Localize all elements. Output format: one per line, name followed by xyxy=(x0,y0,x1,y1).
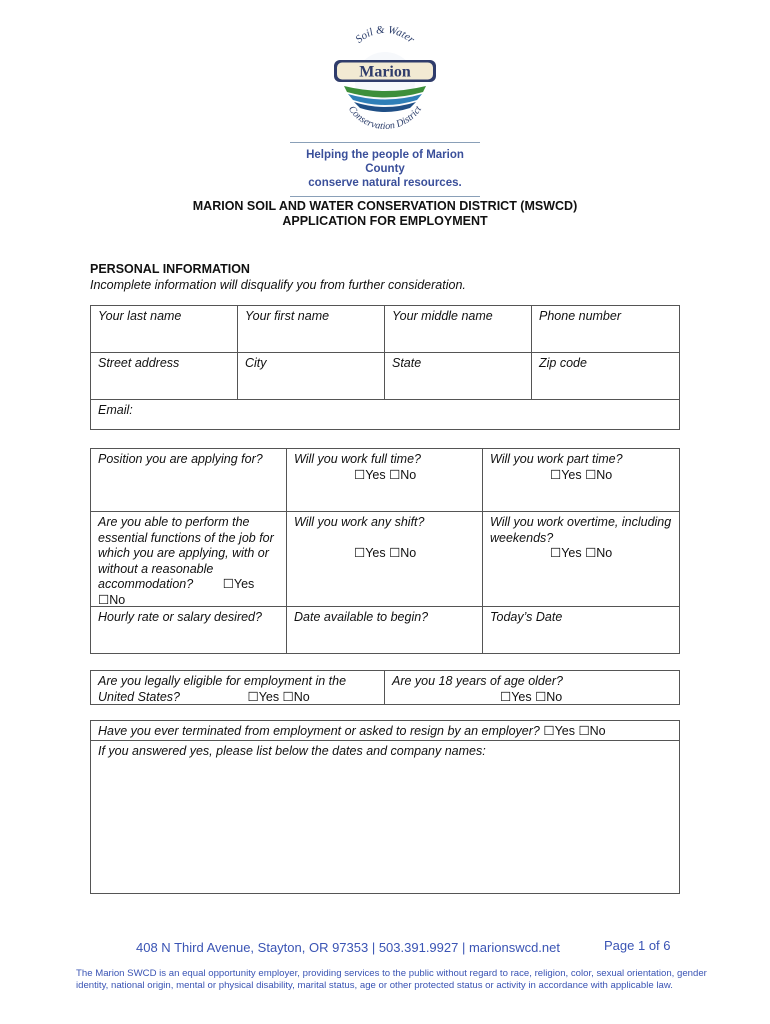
overtime-field[interactable] xyxy=(482,511,680,607)
tagline-line-1: Helping the people of Marion County xyxy=(306,149,464,175)
email-label: Email: xyxy=(98,403,133,417)
overtime-label: Will you work overtime, including weekends? xyxy=(490,515,672,545)
tagline xyxy=(290,142,480,197)
overtime-yes-no[interactable]: ☐Yes ☐No xyxy=(550,546,613,560)
any-shift-field[interactable] xyxy=(286,511,483,607)
city-label: City xyxy=(245,356,267,370)
city-field[interactable] xyxy=(237,352,385,400)
perform-functions-field[interactable] xyxy=(90,511,287,607)
last-name-field[interactable] xyxy=(90,305,238,353)
perform-functions-yes-no[interactable]: ☐Yes ☐No xyxy=(98,577,255,607)
part-time-field[interactable] xyxy=(482,448,680,512)
section-note: Incomplete information will disqualify you from further consideration. xyxy=(90,278,466,292)
footer-address: 408 N Third Avenue, Stayton, OR 97353 | 503.391.9927 | marionswcd.net xyxy=(136,940,560,955)
terminated-label: Have you ever terminated from employment or asked to resign by an employer? xyxy=(98,724,540,738)
terminated-yes-no[interactable]: ☐Yes ☐No xyxy=(543,724,606,738)
position-field[interactable] xyxy=(90,448,287,512)
logo-name: Marion xyxy=(359,63,411,81)
title-line-2: APPLICATION FOR EMPLOYMENT xyxy=(282,214,488,228)
any-shift-yes-no[interactable]: ☐Yes ☐No xyxy=(354,545,417,560)
street-field[interactable] xyxy=(90,352,238,400)
part-time-yes-no[interactable]: ☐Yes ☐No xyxy=(550,467,613,482)
title-line-1: MARION SOIL AND WATER CONSERVATION DISTRICT (MSWCD) xyxy=(192,199,578,213)
zip-label: Zip code xyxy=(539,356,587,370)
age-field[interactable] xyxy=(384,670,680,705)
last-name-label: Your last name xyxy=(98,309,182,323)
state-field[interactable] xyxy=(384,352,532,400)
page-number: Page 1 of 6 xyxy=(604,938,671,953)
section-heading: PERSONAL INFORMATION xyxy=(90,262,250,276)
full-time-yes-no[interactable]: ☐Yes ☐No xyxy=(354,467,417,482)
full-time-field[interactable] xyxy=(286,448,483,512)
email-field[interactable] xyxy=(90,399,680,430)
termination-details-field[interactable] xyxy=(90,740,680,894)
termination-details-label: If you answered yes, please list below the dates and company names: xyxy=(98,744,486,758)
position-label: Position you are applying for? xyxy=(98,452,263,466)
tagline-line-2: conserve natural resources. xyxy=(308,177,462,189)
svg-text:Soil & Water xyxy=(353,24,417,46)
legal-eligibility-label: Are you legally eligible for employment in the United States? xyxy=(98,674,347,704)
zip-field[interactable] xyxy=(531,352,680,400)
legal-eligibility-field[interactable] xyxy=(90,670,385,705)
legal-eligibility-yes-no[interactable]: ☐Yes ☐No xyxy=(247,689,310,704)
full-time-label: Will you work full time? xyxy=(294,452,422,466)
middle-name-field[interactable] xyxy=(384,305,532,353)
date-available-field[interactable] xyxy=(286,606,483,654)
first-name-label: Your first name xyxy=(245,309,330,323)
todays-date-field[interactable] xyxy=(482,606,680,654)
rate-field[interactable] xyxy=(90,606,287,654)
rate-label: Hourly rate or salary desired? xyxy=(98,610,262,624)
any-shift-label: Will you work any shift? xyxy=(294,515,425,529)
first-name-field[interactable] xyxy=(237,305,385,353)
middle-name-label: Your middle name xyxy=(392,309,493,323)
date-available-label: Date available to begin? xyxy=(294,610,429,624)
age-label: Are you 18 years of age older? xyxy=(392,674,563,688)
todays-date-label: Today’s Date xyxy=(490,610,563,624)
logo-arc-bottom: Conservation District xyxy=(345,104,425,133)
age-yes-no[interactable]: ☐Yes ☐No xyxy=(500,689,563,704)
street-label: Street address xyxy=(98,356,180,370)
terminated-field[interactable] xyxy=(90,720,680,741)
marion-swcd-logo xyxy=(326,24,444,142)
state-label: State xyxy=(392,356,422,370)
eeo-statement: The Marion SWCD is an equal opportunity employer, providing services to the public without regard to race, religion, color, sexual orientation, gender identity, national origin, mental or physical disability, marital status, age or other protected status or activity in accordance with applicable law. xyxy=(76,968,707,991)
logo-arc-top: Soil & Water xyxy=(353,24,417,46)
part-time-label: Will you work part time? xyxy=(490,452,623,466)
phone-label: Phone number xyxy=(539,309,622,323)
phone-field[interactable] xyxy=(531,305,680,353)
perform-functions-label: Are you able to perform the essential functions of the job for which you are applying, with or without a reasonable accommodation? xyxy=(98,515,274,591)
